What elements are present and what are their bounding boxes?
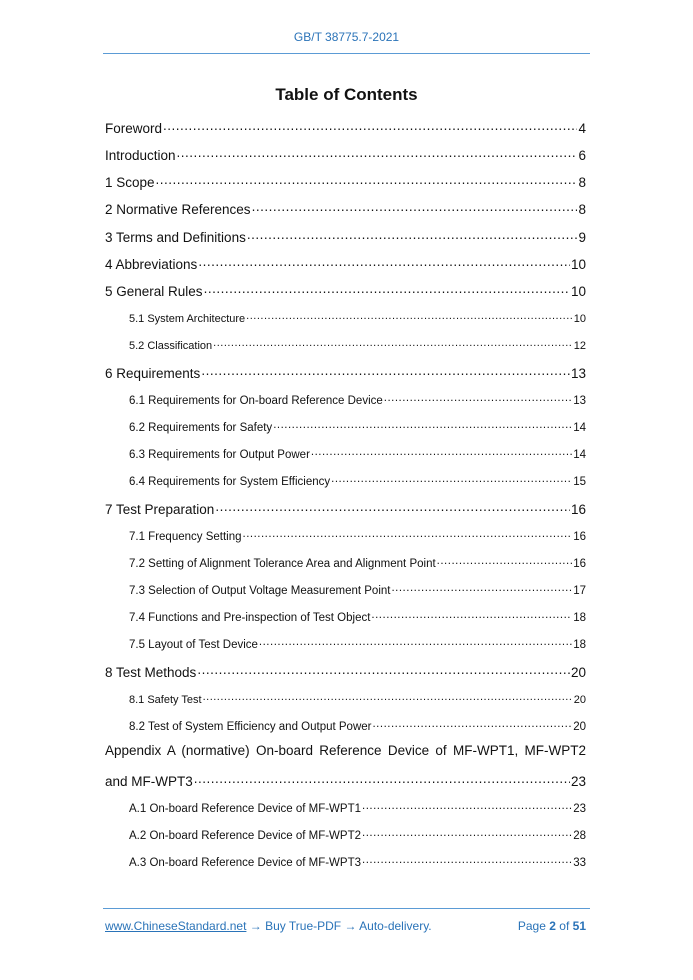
toc-entry-title: 8 Test Methods [105, 664, 197, 680]
dot-leader [203, 692, 573, 703]
toc-entry-page: 13 [573, 394, 586, 407]
footer-divider [103, 908, 590, 909]
toc-entry-title: 2 Normative References [105, 201, 251, 217]
toc-entry-requirements[interactable] [105, 364, 586, 381]
dot-leader [215, 500, 570, 514]
toc-entry-appendix-a2[interactable] [105, 827, 586, 842]
toc-entry-test-methods[interactable] [105, 663, 586, 680]
toc-entry-terms-definitions[interactable] [105, 228, 586, 245]
toc-entry-alignment-tolerance[interactable] [105, 555, 586, 570]
toc-entry-frequency-setting[interactable] [105, 528, 586, 543]
toc-entry-title: 7.4 Functions and Pre-inspection of Test Object [129, 611, 371, 624]
toc-entry-title: A.2 On-board Reference Device of MF-WPT2 [129, 829, 361, 842]
of-label: of [559, 919, 570, 933]
dot-leader [391, 582, 572, 594]
toc-list [105, 0, 586, 980]
dot-leader [194, 772, 570, 786]
dot-leader [177, 146, 578, 160]
dot-leader [311, 446, 572, 458]
toc-entry-test-device-layout[interactable] [105, 636, 586, 651]
buy-pdf-text: Buy True-PDF [265, 919, 342, 933]
toc-entry-pre-inspection[interactable] [105, 609, 586, 624]
dot-leader [201, 364, 570, 378]
toc-entry-appendix-a-line2[interactable] [105, 772, 586, 789]
toc-entry-onboard-reference-device[interactable] [105, 392, 586, 407]
toc-entry-title: Foreword [105, 120, 163, 136]
toc-entry-title: 7.1 Frequency Setting [129, 530, 242, 543]
toc-entry-test-preparation[interactable] [105, 500, 586, 517]
toc-entry-page: 12 [573, 340, 586, 352]
toc-entry-title: 7 Test Preparation [105, 501, 215, 517]
toc-entry-page: 10 [570, 283, 586, 299]
toc-entry-title: 3 Terms and Definitions [105, 229, 246, 245]
dot-leader [362, 800, 572, 812]
toc-entry-title: 4 Abbreviations [105, 256, 198, 272]
toc-entry-introduction[interactable] [105, 146, 586, 163]
toc-entry-appendix-a1[interactable] [105, 800, 586, 815]
dot-leader [197, 663, 570, 677]
page-title: Table of Contents [275, 85, 418, 104]
dot-leader [204, 282, 570, 296]
total-pages: 51 [572, 919, 586, 933]
toc-entry-page: 33 [573, 856, 586, 869]
toc-entry-title: 6.3 Requirements for Output Power [129, 448, 310, 461]
toc-entry-title: 8.1 Safety Test [129, 694, 202, 706]
toc-entry-title: Introduction [105, 147, 176, 163]
dot-leader [163, 119, 577, 133]
dot-leader [247, 228, 578, 242]
toc-entry-title: 5 General Rules [105, 283, 203, 299]
toc-entry-output-power[interactable] [105, 446, 586, 461]
toc-entry-title: 5.2 Classification [129, 340, 213, 352]
toc-entry-page: 23 [573, 802, 586, 815]
dot-leader [437, 555, 573, 567]
toc-entry-foreword[interactable] [105, 119, 586, 136]
toc-entry-classification[interactable] [105, 338, 586, 352]
toc-entry-page: 6 [578, 147, 586, 163]
dot-leader [243, 528, 573, 540]
dot-leader [213, 338, 573, 349]
toc-entry-title: 8.2 Test of System Efficiency and Output Power [129, 720, 372, 733]
toc-entry-title: 5.1 System Architecture [129, 313, 246, 325]
website-link[interactable]: www.ChineseStandard.net [105, 919, 247, 933]
toc-entry-title: A.1 On-board Reference Device of MF-WPT1 [129, 802, 361, 815]
toc-entry-title: A.3 On-board Reference Device of MF-WPT3 [129, 856, 361, 869]
toc-entry-efficiency-output-test[interactable] [105, 718, 586, 733]
toc-entry-output-voltage-point[interactable] [105, 582, 586, 597]
toc-entry-general-rules[interactable] [105, 282, 586, 299]
toc-entry-title: 7.2 Setting of Alignment Tolerance Area and Alignment Point [129, 557, 436, 570]
dot-leader [252, 200, 578, 214]
toc-entry-page: 18 [573, 638, 586, 651]
dot-leader [371, 609, 572, 621]
page-footer [105, 919, 586, 933]
toc-entry-page: 14 [573, 448, 586, 461]
toc-entry-page: 16 [573, 530, 586, 543]
page-label: Page [517, 919, 546, 933]
toc-entry-page: 13 [570, 365, 586, 381]
toc-entry-title: 6.4 Requirements for System Efficiency [129, 475, 331, 488]
toc-entry-title: 6.2 Requirements for Safety [129, 421, 273, 434]
toc-entry-system-architecture[interactable] [105, 311, 586, 325]
dot-leader [362, 854, 572, 866]
toc-entry-page: 10 [570, 256, 586, 272]
toc-entry-page: 28 [573, 829, 586, 842]
arrow-icon: → [344, 919, 357, 933]
dot-leader [331, 473, 572, 485]
toc-entry-page: 23 [570, 773, 586, 789]
toc-entry-page: 9 [578, 229, 586, 245]
toc-entry-page: 8 [578, 201, 586, 217]
current-page: 2 [549, 919, 556, 933]
dot-leader [273, 419, 572, 431]
toc-entry-page: 14 [573, 421, 586, 434]
page-number [518, 919, 586, 933]
toc-entry-page: 20 [570, 664, 586, 680]
auto-delivery-text: Auto-delivery. [359, 919, 432, 933]
toc-entry-normative-references[interactable] [105, 200, 586, 217]
document-header: GB/T 38775.7-2021 [293, 30, 400, 44]
arrow-icon: → [249, 919, 262, 933]
toc-entry-title: 7.5 Layout of Test Device [129, 638, 258, 651]
dot-leader [198, 255, 570, 269]
toc-entry-appendix-a3[interactable] [105, 854, 586, 869]
toc-entry-title: 1 Scope [105, 174, 155, 190]
toc-entry-page: 15 [573, 475, 586, 488]
toc-entry-page: 18 [573, 611, 586, 624]
toc-entry-title: 7.3 Selection of Output Voltage Measurement Point [129, 584, 391, 597]
toc-entry-page: 17 [573, 584, 586, 597]
toc-entry-title: 6 Requirements [105, 365, 201, 381]
dot-leader [246, 311, 573, 322]
dot-leader [259, 636, 572, 648]
dot-leader [362, 827, 572, 839]
toc-entry-page: 8 [578, 174, 586, 190]
dot-leader [384, 392, 572, 404]
toc-entry-title: 6.1 Requirements for On-board Reference Device [129, 394, 383, 407]
dot-leader [372, 718, 572, 730]
toc-entry-title: and MF-WPT3 [105, 773, 193, 789]
toc-entry-safety[interactable] [105, 419, 586, 434]
toc-entry-abbreviations[interactable] [105, 255, 586, 272]
toc-entry-safety-test[interactable] [105, 692, 586, 706]
toc-entry-page: 10 [573, 313, 586, 325]
toc-entry-system-efficiency[interactable] [105, 473, 586, 488]
toc-entry-page: 4 [578, 120, 586, 136]
toc-entry-page: 16 [570, 501, 586, 517]
toc-entry-scope[interactable] [105, 173, 586, 190]
toc-entry-appendix-a-line1[interactable]: Appendix A (normative) On-board Reference Device of MF-WPT1, MF-WPT2 [105, 743, 586, 758]
toc-entry-page: 16 [573, 557, 586, 570]
toc-entry-page: 20 [573, 720, 586, 733]
dot-leader [156, 173, 578, 187]
toc-entry-page: 20 [573, 694, 586, 706]
